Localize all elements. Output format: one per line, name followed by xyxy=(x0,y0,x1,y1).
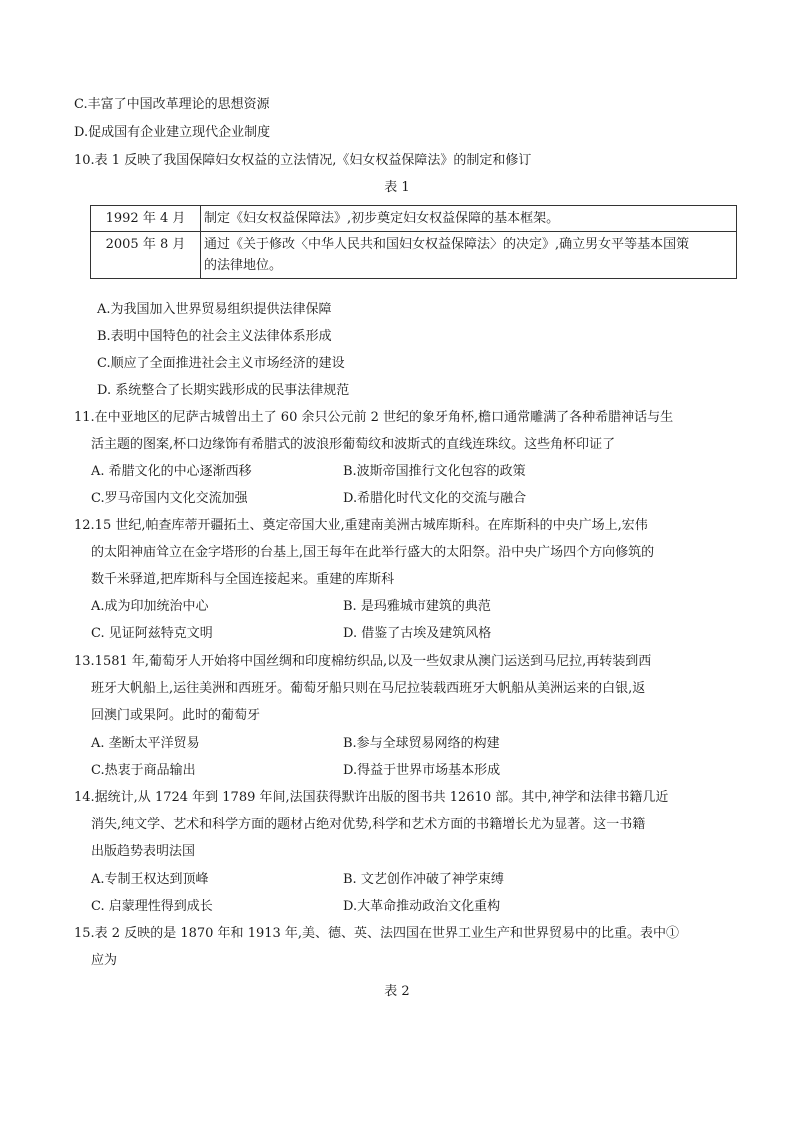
table-cell-text: 制定《妇女权益保障法》,初步奠定妇女权益保障的基本框架。 xyxy=(201,206,737,232)
q14-option-a: A.专制王权达到顶峰 xyxy=(91,872,209,887)
q10-table-caption: 表 1 xyxy=(384,180,410,195)
q13-option-c: C.热衷于商品输出 xyxy=(91,763,196,778)
q10-option-c: C.顺应了全面推进社会主义市场经济的建设 xyxy=(97,356,345,371)
q14-option-b: B. 文艺创作冲破了神学束缚 xyxy=(343,872,504,887)
table-cell-text-line: 通过《关于修改〈中华人民共和国妇女权益保障法〉的决定》,确立男女平等基本国策 xyxy=(204,237,690,252)
table-cell-text xyxy=(201,232,737,279)
table-cell-text-line: 的法律地位。 xyxy=(204,258,283,273)
q11-stem-line: 活主题的图案,杯口边缘饰有希腊式的波浪形葡萄纹和波斯式的直线连珠纹。这些角杯印证了 xyxy=(91,437,616,452)
q10-option-a: A.为我国加入世界贸易组织提供法律保障 xyxy=(97,302,332,317)
q15-stem-line: 应为 xyxy=(91,953,118,968)
q13-option-a: A. 垄断太平洋贸易 xyxy=(91,736,200,751)
table-row xyxy=(91,232,737,279)
q13-option-b: B.参与全球贸易网络的构建 xyxy=(343,736,500,751)
q9-option-d: D.促成国有企业建立现代企业制度 xyxy=(74,125,271,140)
q14-option-c: C. 启蒙理性得到成长 xyxy=(91,899,213,914)
table-cell-date: 2005 年 8 月 xyxy=(91,232,201,279)
q13-stem-line: 13.1581 年,葡萄牙人开始将中国丝绸和印度棉纺织品,以及一些奴隶从澳门运送到马尼拉,再转装到西 xyxy=(74,654,652,669)
q10-table xyxy=(90,205,737,279)
q14-stem-line: 14.据统计,从 1724 年到 1789 年间,法国获得默许出版的图书共 12610 部。其中,神学和法律书籍几近 xyxy=(74,790,669,805)
q15-table-caption: 表 2 xyxy=(384,984,410,999)
q12-option-b: B. 是玛雅城市建筑的典范 xyxy=(343,599,491,614)
q12-stem-line: 的太阳神庙耸立在金字塔形的台基上,国王每年在此举行盛大的太阳祭。沿中央广场四个方向修筑的 xyxy=(91,545,655,560)
q12-option-c: C. 见证阿兹特克文明 xyxy=(91,626,213,641)
q10-option-b: B.表明中国特色的社会主义法律体系形成 xyxy=(97,329,332,344)
q15-stem-line: 15.表 2 反映的是 1870 年和 1913 年,美、德、英、法四国在世界工业生产和世界贸易中的比重。表中① xyxy=(74,926,680,941)
q14-stem-line: 出版趋势表明法国 xyxy=(91,844,196,859)
q11-option-a: A. 希腊文化的中心逐渐西移 xyxy=(91,464,252,479)
q12-option-a: A.成为印加统治中心 xyxy=(91,599,209,614)
q11-option-b: B.波斯帝国推行文化包容的政策 xyxy=(343,464,526,479)
q11-option-c: C.罗马帝国内文化交流加强 xyxy=(91,491,248,506)
q13-stem-line: 班牙大帆船上,运往美洲和西班牙。葡萄牙船只则在马尼拉装载西班牙大帆船从美洲运来的白银,返 xyxy=(91,681,646,696)
q12-stem-line: 数千米驿道,把库斯科与全国连接起来。重建的库斯科 xyxy=(91,572,395,587)
q13-option-d: D.得益于世界市场基本形成 xyxy=(343,763,501,778)
q11-stem-line: 11.在中亚地区的尼萨古城曾出土了 60 余只公元前 2 世纪的象牙角杯,檐口通常雕满了各种希腊神话与生 xyxy=(74,410,674,425)
table-cell-date: 1992 年 4 月 xyxy=(91,206,201,232)
q12-option-d: D. 借鉴了古埃及建筑风格 xyxy=(343,626,492,641)
q9-option-c: C.丰富了中国改革理论的思想资源 xyxy=(74,97,270,112)
q10-option-d: D. 系统整合了长期实践形成的民事法律规范 xyxy=(97,383,350,398)
q11-option-d: D.希腊化时代文化的交流与融合 xyxy=(343,491,527,506)
table-row xyxy=(91,206,737,232)
q10-stem: 10.表 1 反映了我国保障妇女权益的立法情况,《妇女权益保障法》的制定和修订 xyxy=(74,153,532,168)
q13-stem-line: 回澳门或果阿。此时的葡萄牙 xyxy=(91,708,261,723)
q14-stem-line: 消失,纯文学、艺术和科学方面的题材占绝对优势,科学和艺术方面的书籍增长尤为显著。这一书籍 xyxy=(91,817,646,832)
q14-option-d: D.大革命推动政治文化重构 xyxy=(343,899,501,914)
q12-stem-line: 12.15 世纪,帕查库蒂开疆拓土、奠定帝国大业,重建南美洲古城库斯科。在库斯科的中央广场上,宏伟 xyxy=(74,518,648,533)
